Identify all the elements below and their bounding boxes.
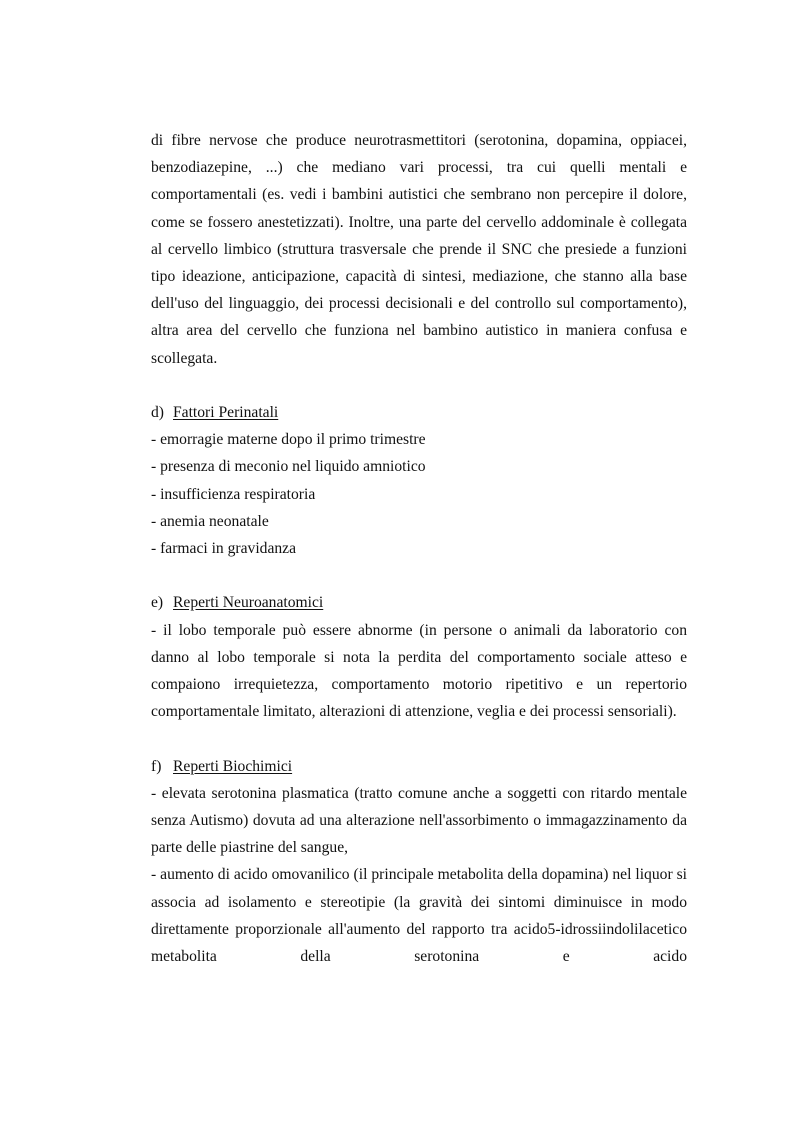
- section-d-heading: [151, 399, 687, 426]
- spacer: [151, 725, 687, 752]
- section-e-title: Reperti Neuroanatomici: [173, 594, 324, 612]
- section-d-letter: d): [151, 404, 164, 422]
- document-page: [151, 127, 687, 970]
- section-e-heading: [151, 589, 687, 616]
- list-item: - farmaci in gravidanza: [151, 540, 297, 558]
- section-f-title: Reperti Biochimici: [173, 757, 293, 775]
- section-f-paragraph-2: - aumento di acido omovanilico (il principale metabolita della dopamina) nel liquor si associa ad isolamento e stereotipie (la gravità dei sintomi diminuisce in modo direttamente proporzionale all'aumento del rapporto tra acido5-idrossiindolilacetico metabolita della serotonina e acido: [151, 866, 687, 966]
- intro-paragraph: di fibre nervose che produce neurotrasmettitori (serotonina, dopamina, oppiacei, benzodiazepine, ...) che mediano vari processi, tra cui quelli mentali e comportamentali (es. vedi i bambini autistici che sembrano non percepire il dolore, come se fossero anestetizzati). Inoltre, una parte del cervello addominale è collegata al cervello limbico (struttura trasversale che prende il SNC che presiede a funzioni tipo ideazione, anticipazione, capacità di sintesi, mediazione, che stanno alla base dell'uso del linguaggio, dei processi decisionali e del controllo sul comportamento), altra area del cervello che funziona nel bambino autistico in maniera confusa e scollegata.: [151, 132, 687, 367]
- section-f-heading: [151, 753, 687, 780]
- spacer: [151, 372, 687, 399]
- section-f-letter: f): [151, 757, 162, 775]
- list-item: - anemia neonatale: [151, 512, 269, 530]
- list-item: - presenza di meconio nel liquido amniotico: [151, 458, 426, 476]
- spacer: [151, 562, 687, 589]
- section-e-letter: e): [151, 594, 164, 612]
- section-e-paragraph: - il lobo temporale può essere abnorme (in persone o animali da laboratorio con danno al lobo temporale si nota la perdita del comportamento sociale atteso e compaiono irrequietezza, comportamento motorio ripetitivo e un repertorio comportamentale limitato, alterazioni di attenzione, veglia e dei processi sensoriali).: [151, 621, 687, 721]
- list-item: - insufficienza respiratoria: [151, 485, 316, 503]
- section-f-paragraph-1: - elevata serotonina plasmatica (tratto comune anche a soggetti con ritardo mentale senza Autismo) dovuta ad una alterazione nell'assorbimento o immagazzinamento da parte delle piastrine del sangue,: [151, 784, 687, 857]
- list-item: - emorragie materne dopo il primo trimestre: [151, 431, 426, 449]
- section-d-title: Fattori Perinatali: [173, 404, 279, 422]
